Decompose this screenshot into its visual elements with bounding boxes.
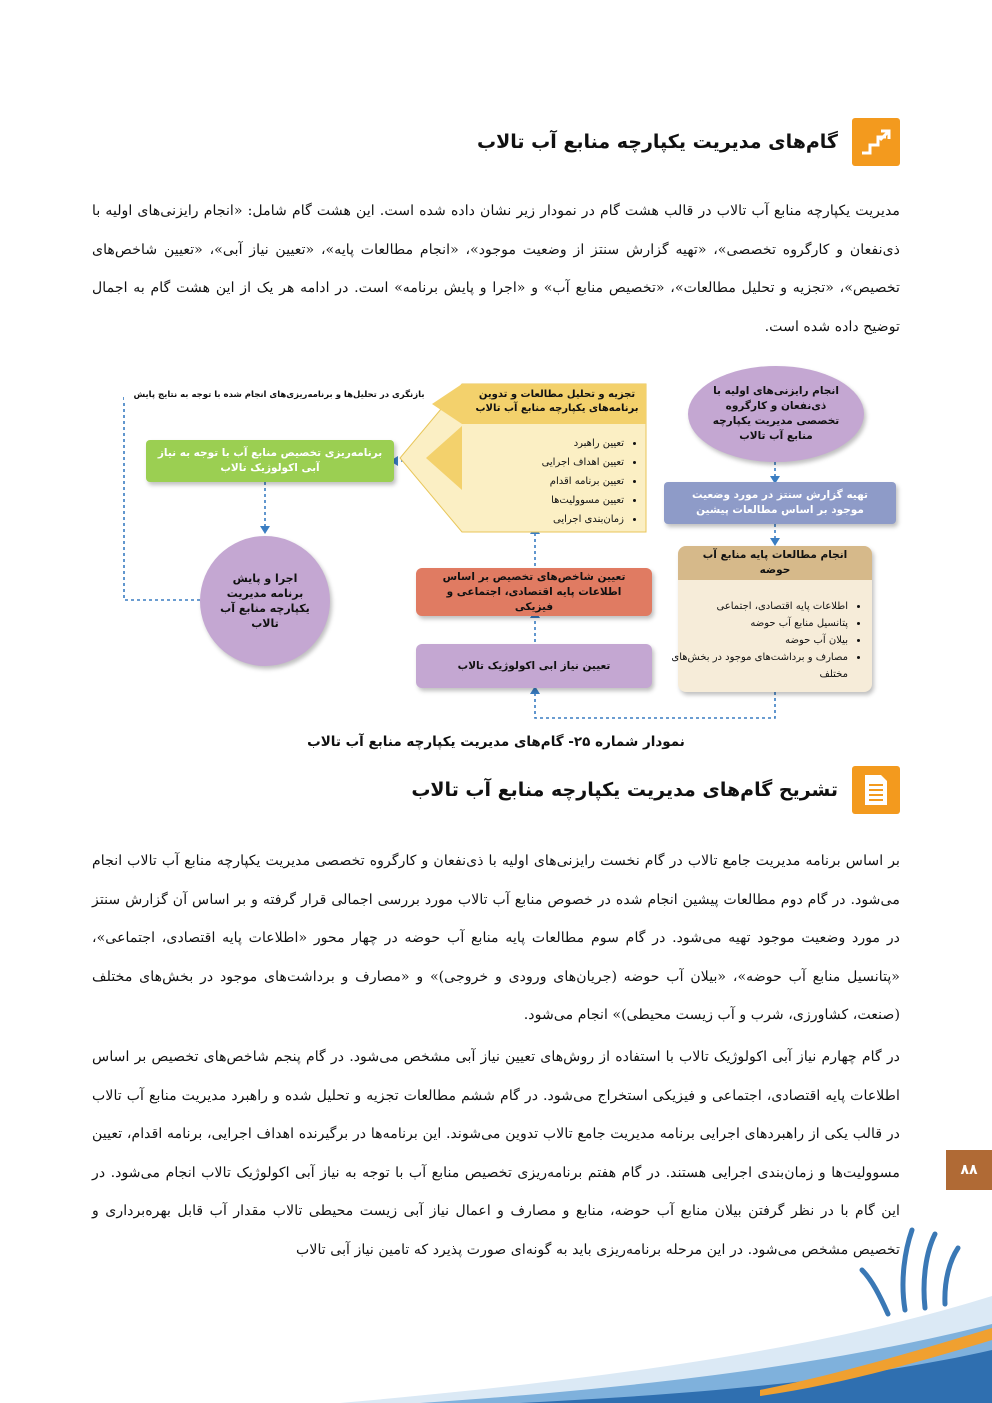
section-heading-2	[411, 766, 900, 814]
feedback-label: بازنگری در تحلیل‌ها و برنامه‌ریزی‌های انجام شده با توجه به نتایج پایش	[124, 390, 434, 400]
list-item: • تعیین راهبرد	[464, 434, 624, 453]
document-icon	[852, 766, 900, 814]
step-6-title: تجزیه و تحلیل مطالعات و تدوین برنامه‌های یکپارچه منابع آب تالاب	[475, 389, 639, 414]
list-item: • تعیین برنامه اقدام	[464, 472, 624, 491]
section-heading-1	[477, 118, 900, 166]
step-3-title: انجام مطالعات پایه منابع آب حوضه	[678, 546, 872, 580]
section-title-1: گام‌های مدیریت یکپارچه منابع آب تالاب	[477, 131, 838, 153]
list-item: • پتانسیل منابع آب حوضه	[668, 615, 848, 632]
step-3-baseline-studies	[671, 546, 872, 692]
list-item: • بیلان آب حوضه	[668, 632, 848, 649]
step-2-synthesis-report: تهیه گزارش سنتز در مورد وضعیت موجود بر اساس مطالعات پیشین	[664, 482, 896, 524]
list-item: • اطلاعات پایه اقتصادی، اجتماعی	[668, 598, 848, 615]
list-item: • تعیین اهداف اجرایی	[464, 453, 624, 472]
step-6-analysis	[398, 382, 652, 534]
intro-paragraph: مدیریت یکپارچه منابع آب تالاب در قالب هشت گام در نمودار زیر نشان داده شده است. این هشت گام شامل: «انجام رایزنی‌های اولیه با ذی‌نفعان و کارگروه تخصصی»، «تهیه گزارش سنتز از وضعیت موجود»، «انجام مطالعات پایه»، «تعیین نیاز آبی»، «تعیین شاخص‌های تخصیص»، «تجزیه و تحلیل مطالعات»، «تخصیص منابع آب» و «اجرا و پایش برنامه» است. در ادامه هر یک از این هشت گام به اجمال توضیح داده شده است.	[92, 203, 900, 335]
list-item: • زمان‌بندی اجرایی	[464, 510, 624, 529]
wetland-decoration	[0, 1200, 992, 1403]
body-paragraph-1: بر اساس برنامه مدیریت جامع تالاب در گام نخست رایزنی‌های اولیه با ذی‌نفعان و کارگروه تخصصی مدیریت یکپارچه منابع آب تالاب انجام می‌شود. در گام دوم مطالعات پیشین انجام شده در خصوص منابع آب تالاب مورد بررسی اجمالی قرار گرفته و بر اساس آن گزارش سنتز در مورد وضعیت موجود تهیه می‌شود. در گام سوم مطالعات پایه منابع آب حوضه در چهار محور «اطلاعات پایه اقتصادی، اجتماعی»، «پتانسیل منابع آب حوضه»، «بیلان آب حوضه (جریان‌های ورودی و خروجی)» و «مصارف و برداشت‌های موجود در بخش‌های مختلف (صنعت، کشاورزی، شرب و آب زیست محیطی)» انجام می‌شود.	[92, 853, 900, 1023]
step-7-allocation-planning: برنامه‌ریزی تخصیص منابع آب با توجه به نیاز آبی اکولوژیک تالاب	[146, 440, 394, 482]
list-item: • مصارف و برداشت‌های موجود در بخش‌های مختلف	[668, 649, 848, 683]
page-number: ۸۸	[946, 1150, 992, 1190]
step-3-list	[668, 598, 866, 683]
step-5-allocation-indicators: تعیین شاخص‌های تخصیص بر اساس اطلاعات پایه اقتصادی، اجتماعی و فیزیکی	[416, 568, 652, 616]
workflow-diagram	[110, 360, 900, 730]
section-title-2: تشریح گام‌های مدیریت یکپارچه منابع آب تالاب	[411, 779, 838, 801]
body-paragraph-2: در گام چهارم نیاز آبی اکولوژیک تالاب با استفاده از روش‌های تعیین نیاز آبی مشخص می‌شود. در گام پنجم شاخص‌های تخصیص بر اساس اطلاعات پایه اقتصادی، اجتماعی و فیزیکی استخراج می‌شود. در گام ششم مطالعات تجزیه و تحلیل شده و راهبرد مدیریت منابع آب تالاب در قالب یکی از راهبردهای اجرایی برنامه مدیریت جامع تالاب تدوین می‌شوند. این برنامه‌ها در برگیرنده اهداف اجرایی، برنامه اقدام، تعیین مسوولیت‌ها و زمان‌بندی اجرایی هستند. در گام هفتم برنامه‌ریزی تخصیص منابع آب با توجه به نیاز آبی اکولوژیک تالاب انجام می‌شود. در این گام با در نظر گرفتن بیلان منابع آب حوضه، منابع و مصارف و اعمال نیاز آبی زیست محیطی تالاب مقدار آب قابل بهره‌برداری و تخصیص مشخص می‌شود. در این مرحله برنامه‌ریزی باید به گونه‌ای صورت پذیرد که تامین نیاز آبی تالاب	[92, 1049, 900, 1258]
stairs-arrow-icon	[852, 118, 900, 166]
diagram-caption: نمودار شماره ۲۵- گام‌های مدیریت یکپارچه منابع آب تالاب	[307, 734, 685, 750]
list-item: • تعیین مسوولیت‌ها	[464, 491, 624, 510]
step-1-consultation: انجام رایزنی‌های اولیه با ذی‌نفعان و کارگروه تخصصی مدیریت یکپارچه منابع آب تالاب	[688, 366, 864, 462]
step-4-water-requirement: تعیین نیاز ابی اکولوژیک تالاب	[416, 644, 652, 688]
step-8-implementation: اجرا و پایش برنامه مدیریت یکپارچه منابع آب تالاب	[200, 536, 330, 666]
step-6-list	[464, 434, 642, 529]
